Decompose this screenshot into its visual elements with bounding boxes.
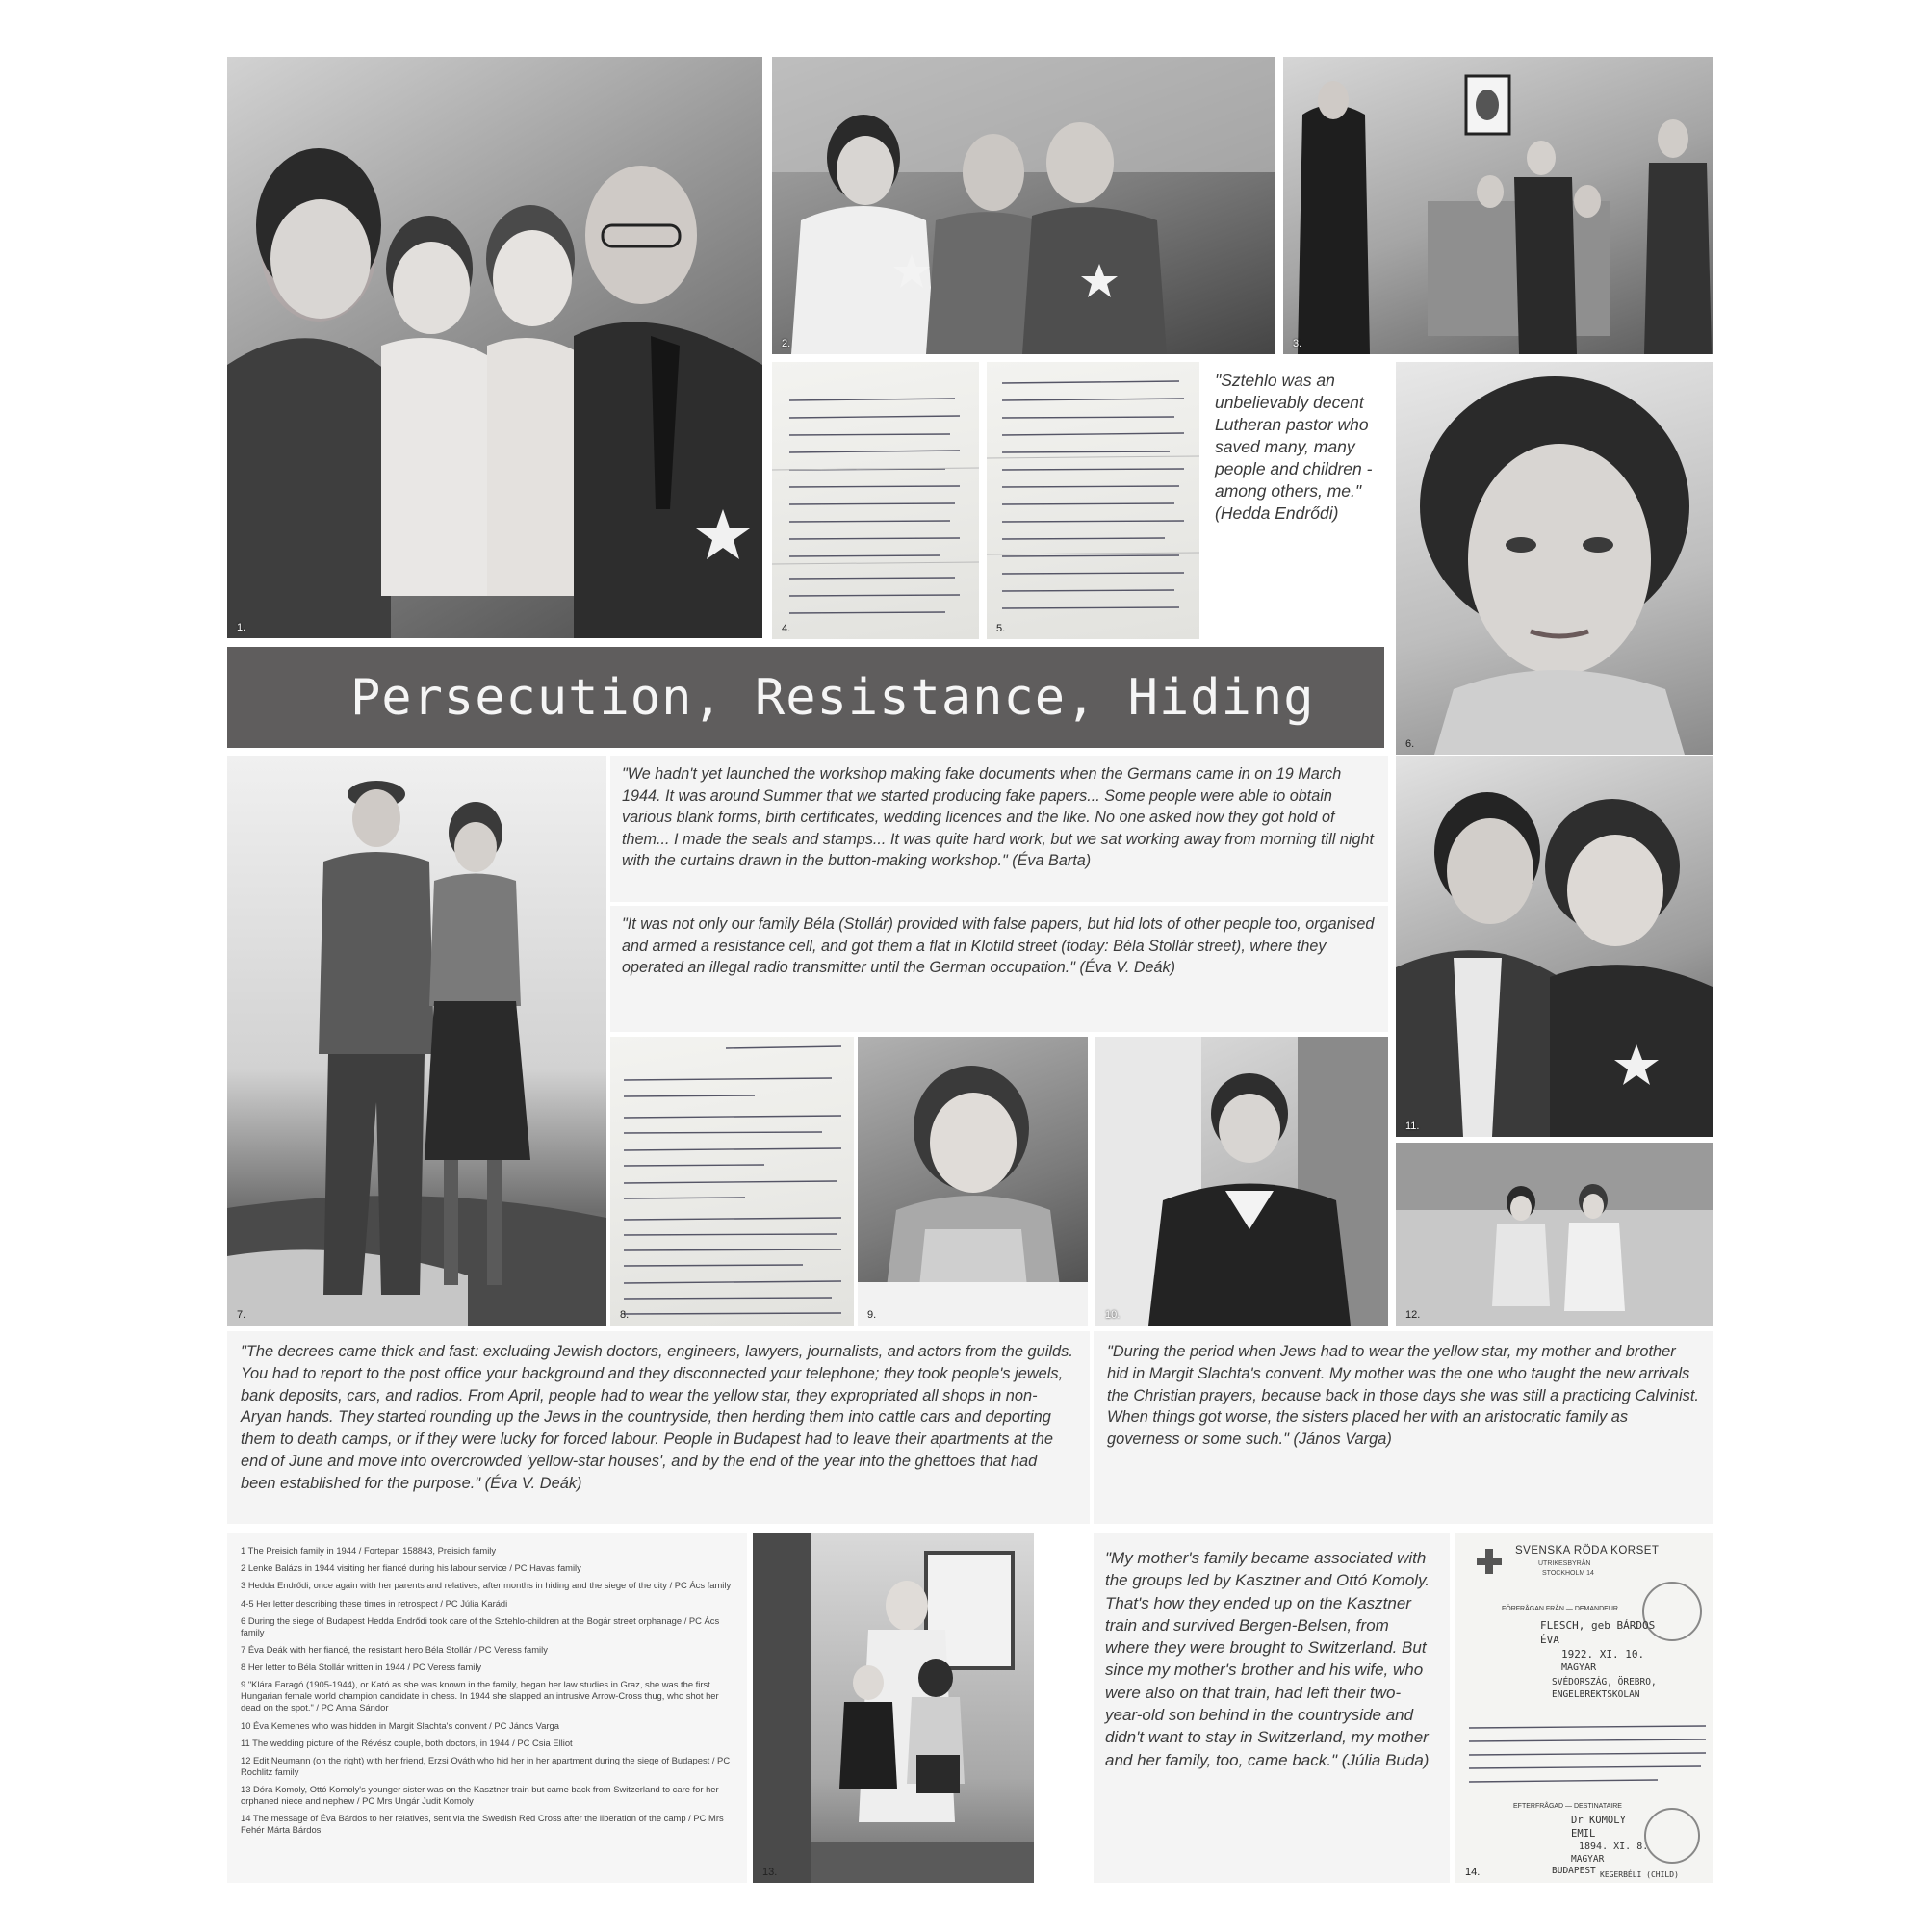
photo-12-edit-neumann [1396,1143,1713,1326]
caption-item: 12 Edit Neumann (on the right) with her friend, Erzsi Ováth who hid her in her apartment during the siege of Budapest / PC Rochlitz family [241,1754,731,1777]
photo-captions-panel [227,1533,747,1883]
section-title: Persecution, Resistance, Hiding [350,668,1315,727]
caption-item: 13 Dóra Komoly, Ottó Komoly's younger sister was on the Kasztner train but came back from Switzerland to care for her orphaned niece and nephew / PC Mrs Ungár Judit Komoly [241,1784,719,1807]
photo-number: 10. [1105,1309,1121,1321]
caption-item: 1 The Preisich family in 1944 / Fortepan 158843, Preisich family [241,1545,497,1556]
caption-item: 8 Her letter to Béla Stollár written in 1944 / PC Veress family [241,1662,482,1673]
doc-header: SVENSKA RÖDA KORSET [1515,1545,1660,1557]
photo-12-figures [1396,1143,1713,1326]
photo-number: 8. [620,1309,630,1321]
quote-eva-deak-stollar: "It was not only our family Béla (Stollár) provided with false papers, but hid lots of other people too, organised and armed a resistance cell, and got them a flat in Klotild street (today: Béla Stollár street), where they operated an illegal radio transmitter until the German occupation." (Éva V. Deák) [610,906,1388,1032]
photo-number: 6. [1405,738,1415,750]
photo-11-revesz-wedding [1396,756,1713,1137]
photo-3-hedda-with-family [1283,57,1713,354]
photo-8-letter-to-bela-stollar [610,1037,854,1326]
quote-julia-buda: "My mother's family became associated with the groups led by Kasztner and Ottó Komoly. That's how they ended up on the Kasztner train and survived Bergen-Belsen, from where they were brought to Switzerland. But since my mother's brother and his wife, who were also on that train, had left their two-year-old son behind in the countryside and didn't want to stay in Switzerland, my mother and her family, too, came back." (Júlia Buda) [1094,1533,1450,1883]
section-title-banner [227,647,1384,748]
photo-number: 7. [237,1309,246,1321]
photo-number: 2. [782,338,791,349]
quote-eva-barta: "We hadn't yet launched the workshop making fake documents when the Germans came in on 19 March 1944. It was around Summer that we started producing fake papers... Some people were able to obtain various blank forms, birth certificates, wedding licences and the like. No one asked how they got hold of them... I made the seals and stamps... It was quite hard work, but we sat working away from morning till night with the curtains drawn in the button-making workshop." (Éva Barta) [610,756,1388,902]
photo-number: 14. [1465,1867,1481,1878]
doc-stamp [1642,1582,1702,1641]
photo-number: 9. [867,1309,877,1321]
photo-2-figures [772,57,1275,354]
doc-recipient-dob: 1894. XI. 8. [1579,1842,1649,1852]
photo-6-figure [1396,362,1713,755]
doc-subheader: UTRIKESBYRÅN [1538,1560,1591,1567]
doc-sender-address: SVÉDORSZÁG, ÖREBRO, ENGELBREKTSKOLAN [1552,1677,1657,1700]
photo-2-lenke-balazs [772,57,1275,354]
doc-recipient-name: Dr KOMOLY [1571,1815,1626,1826]
quote-sztehlo: "Sztehlo was an unbelievably decent Lutheran pastor who saved many, many people and children - among others, me." (Hedda Endrődi) [1215,371,1373,523]
doc-section-title: EFTERFRÅGAD — DESTINATAIRE [1513,1803,1622,1810]
photo-14-red-cross-message [1455,1533,1713,1883]
photo-10-eva-kemenes [1095,1037,1388,1326]
photo-number: 5. [996,623,1006,634]
photo-number: 11. [1405,1121,1420,1132]
caption-item: 14 The message of Éva Bárdos to her relatives, sent via the Swedish Red Cross after the liberation of the camp / PC Mrs Fehér Márta Bárdos [241,1813,724,1836]
caption-item: 10 Éva Kemenes who was hidden in Margit Slachta's convent / PC János Varga [241,1719,559,1731]
doc-sender-name: FLESCH, geb BÁRDOS [1540,1619,1656,1632]
handwriting-lines [772,362,979,639]
doc-message-lines [1455,1716,1713,1803]
photo-captions-list [241,1545,734,1836]
doc-sender-dob: 1922. XI. 10. [1561,1648,1645,1661]
caption-item: 7 Éva Deák with her fiancé, the resistant hero Béla Stollár / PC Veress family [241,1643,548,1655]
photo-13-figures [753,1533,1034,1883]
photo-number: 13. [762,1867,778,1878]
doc-footer: KEGERBÉLI (CHILD) [1600,1870,1679,1879]
photo-number: 1. [237,622,246,633]
caption-item: 11 The wedding picture of the Révész couple, both doctors, in 1944 / PC Csia Elliot [241,1737,573,1748]
doc-recipient-city: BUDAPEST [1552,1866,1596,1876]
doc-subheader: STOCKHOLM 14 [1542,1570,1594,1577]
photo-6-hedda-endrodi-portrait [1396,362,1713,755]
doc-recipient-nationality: MAGYAR [1571,1854,1605,1865]
photo-number: 12. [1405,1309,1421,1321]
photo-4-letter-page [772,362,979,639]
photo-5-letter-page [987,362,1199,639]
caption-item: 3 Hedda Endrődi, once again with her parents and relatives, after months in hiding and the siege of the city / PC Ács family [241,1580,732,1591]
red-cross-icon [1477,1549,1502,1574]
photo-11-figures [1396,756,1713,1137]
photo-9-figure [858,1037,1088,1326]
photo-7-eva-deak-with-fiance [227,756,606,1326]
caption-item: 6 During the siege of Budapest Hedda Endrődi took care of the Sztehlo-children at the Bogár street orphanage / PC Ács family [241,1614,720,1637]
doc-sender-nationality: MAGYAR [1561,1662,1597,1673]
quote-janos-varga: "During the period when Jews had to wear the yellow star, my mother and brother hid in Margit Slachta's convent. My mother was the one who taught the new arrivals the Christian prayers, because back in those days she was still a practicing Calvinist. When things got worse, the sisters placed her with an aristocratic family as governess or some such." (János Varga) [1094,1331,1713,1524]
doc-sender-firstname: ÉVA [1540,1634,1559,1646]
caption-item: 4-5 Her letter describing these times in retrospect / PC Júlia Karádi [241,1597,508,1609]
handwriting-lines [987,362,1199,639]
caption-item: 2 Lenke Balázs in 1944 visiting her fiancé during his labour service / PC Havas family [241,1562,581,1574]
caption-item: 9 "Klára Faragó (1905-1944), or Kató as she was known in the family, began her law studies in Graz, she was the first Hungarian female world champion candidate in chess. In 1944 she slapped an intrusive Arrow-Cross thug, who shot her dead on the spot." / PC Anna Sándor [241,1679,719,1713]
photo-7-figures [227,756,606,1326]
photo-9-klara-farago [858,1037,1088,1326]
doc-section-title: FÖRFRÅGAN FRÅN — DEMANDEUR [1502,1606,1618,1612]
photo-number: 3. [1293,338,1302,349]
photo-3-figures [1283,57,1713,354]
photo-1-preisich-family [227,57,762,638]
photo-10-figure [1095,1037,1388,1326]
handwriting-lines [610,1037,854,1326]
doc-recipient-firstname: EMIL [1571,1828,1596,1840]
quote-eva-deak-decrees: "The decrees came thick and fast: excluding Jewish doctors, engineers, lawyers, journalists, and actors from the guilds. You had to report to the post office your background and they disconnected your telephone; they took people's jewels, bank deposits, cars, and radios. From April, people had to wear the yellow star, they expropriated all shops in non-Aryan hands. They started rounding up the Jews in the countryside, then herding them into cattle cars and deporting them to death camps, or if they were lucky for forced labour. People in Budapest had to leave their apartments at the end of June and move into overcrowded 'yellow-star houses', and by the end of the year into the ghettoes that had been established for the purpose." (Éva V. Deák) [227,1331,1090,1524]
photo-number: 4. [782,623,791,634]
photo-1-figures [227,57,762,638]
doc-stamp [1644,1808,1700,1864]
photo-13-dora-komoly [753,1533,1034,1883]
